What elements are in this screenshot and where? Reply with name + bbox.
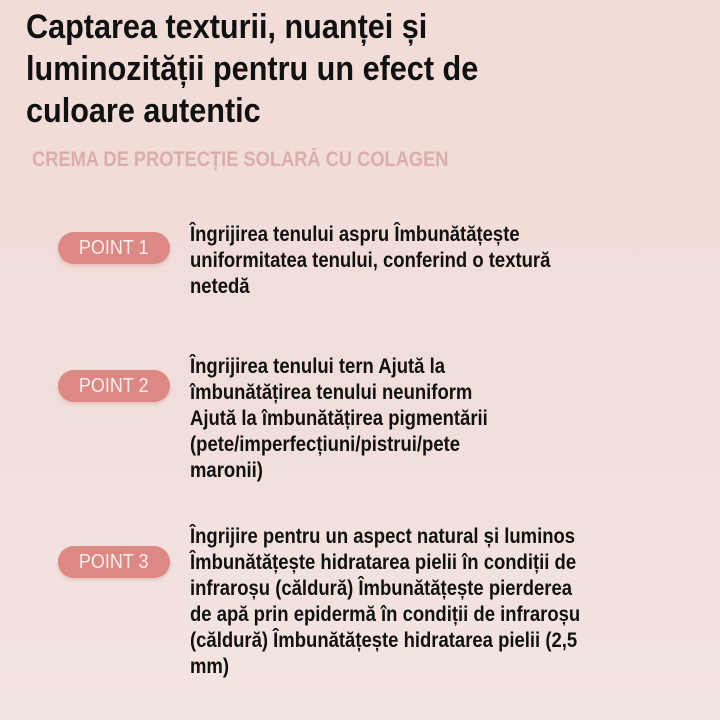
description-line: îmbunătățirea tenului neuniform	[190, 381, 473, 404]
point-description	[190, 354, 528, 484]
description-line: Îngrijirea tenului tern Ajută la	[190, 355, 445, 378]
description-line: Îmbunătățește hidratarea pielii în condiții de	[190, 551, 577, 574]
description-line: Ajută la îmbunătățirea pigmentării	[190, 407, 488, 430]
description-line: (pete/imperfecțiuni/pistrui/pete	[190, 433, 461, 456]
point-badge-label: POINT 1	[79, 237, 149, 259]
description-line: mm)	[190, 655, 230, 678]
point-description	[190, 524, 633, 680]
description-line: (căldură) Îmbunătățește hidratarea pielii (2,5	[190, 629, 578, 652]
product-subtitle: CREMA DE PROTECȚIE SOLARĂ CU COLAGEN	[32, 148, 449, 171]
point-badge	[58, 232, 170, 264]
headline	[26, 6, 528, 132]
headline-line: Captarea texturii, nuanței și	[26, 8, 428, 46]
headline-line: culoare autentic	[26, 92, 261, 130]
description-line: Îngrijire pentru un aspect natural și luminos	[190, 525, 576, 548]
description-line: uniformitatea tenului, conferind o textură	[190, 249, 551, 272]
description-line: Îngrijirea tenului aspru Îmbunătățește	[190, 223, 520, 246]
point-badge-label: POINT 2	[79, 375, 149, 397]
description-line: infraroșu (căldură) Îmbunătățește pierderea	[190, 577, 573, 600]
description-line: maronii)	[190, 459, 263, 482]
headline-line: luminozității pentru un efect de	[26, 50, 479, 88]
point-badge	[58, 370, 170, 402]
description-line: de apă prin epidermă în condiții de infraroșu	[190, 603, 581, 626]
point-description	[190, 222, 600, 300]
point-badge-label: POINT 3	[79, 551, 149, 573]
point-badge	[58, 546, 170, 578]
description-line: netedă	[190, 275, 250, 298]
